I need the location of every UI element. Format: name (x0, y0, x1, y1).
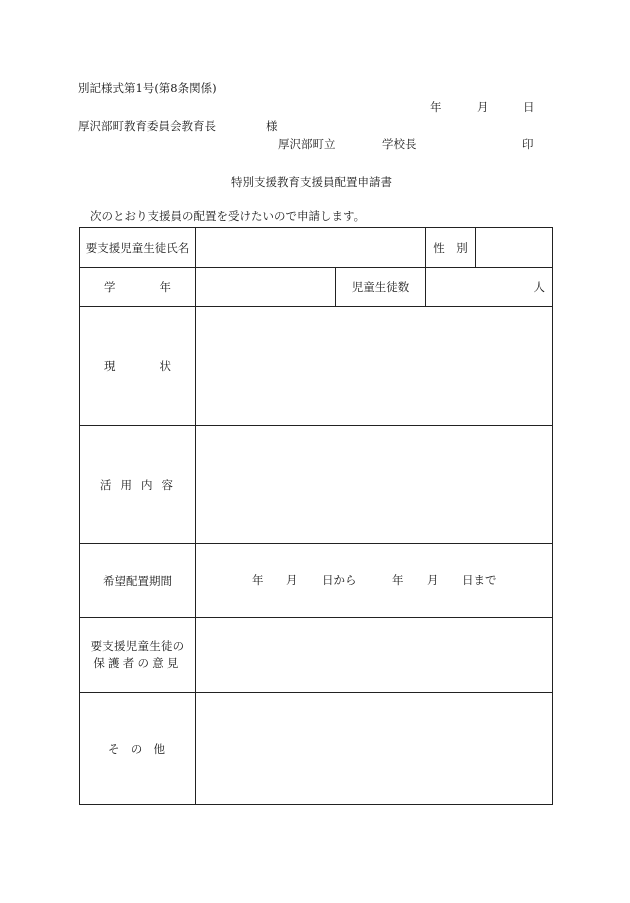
sender-title: 学校長 (382, 137, 417, 151)
gender-label: 性 別 (426, 228, 476, 268)
seal-mark: 印 (522, 137, 534, 151)
document-title: 特別支援教育支援員配置申請書 (231, 175, 392, 189)
usage-char-1: 活 (100, 477, 112, 492)
student-count-field[interactable] (426, 268, 553, 307)
grade-field[interactable] (196, 268, 336, 307)
period-label: 希望配置期間 (80, 544, 196, 618)
date-year: 年 (430, 100, 442, 114)
addressee-honorific: 様 (266, 119, 278, 133)
form-number: 別記様式第1号(第8条関係) (78, 81, 217, 95)
period-to-month: 月 (427, 573, 439, 587)
student-name-field[interactable] (196, 228, 426, 268)
other-label (80, 693, 196, 805)
current-state-char-1: 現 (104, 359, 116, 373)
current-state-field[interactable] (196, 307, 553, 426)
current-state-char-2: 状 (159, 359, 171, 373)
intro-text: 次のとおり支援員の配置を受けたいので申請します。 (90, 209, 366, 223)
student-name-label: 要支援児童生徒氏名 (80, 228, 196, 268)
period-to-year: 年 (392, 573, 404, 587)
period-from-year: 年 (252, 573, 264, 587)
grade-label-char-1: 学 (104, 280, 116, 294)
period-to-day: 日まで (462, 573, 497, 587)
usage-char-4: 容 (161, 477, 173, 492)
other-field[interactable] (196, 693, 553, 805)
gender-field[interactable] (476, 228, 553, 268)
student-count-unit: 人 (533, 280, 545, 294)
application-form-table (79, 227, 553, 805)
usage-content-label (80, 426, 196, 544)
date-month: 月 (477, 100, 489, 114)
usage-char-3: 内 (141, 477, 153, 492)
guardian-label-line-1: 要支援児童生徒の (90, 639, 185, 654)
usage-char-2: 用 (120, 477, 132, 492)
grade-label (80, 268, 196, 307)
guardian-opinion-label (80, 618, 196, 693)
addressee: 厚沢部町教育委員会教育長 (78, 119, 216, 133)
current-state-label (80, 307, 196, 426)
grade-label-char-2: 年 (159, 280, 171, 294)
date-day: 日 (523, 100, 535, 114)
usage-content-field[interactable] (196, 426, 553, 544)
other-char-2: の (130, 741, 143, 756)
period-from-day: 日から (322, 573, 357, 587)
period-from-month: 月 (286, 573, 298, 587)
guardian-label-line-2: 保護者の意見 (93, 656, 182, 670)
guardian-opinion-field[interactable] (196, 618, 553, 693)
period-field[interactable] (196, 544, 553, 618)
other-char-1: そ (108, 741, 120, 756)
student-count-label: 児童生徒数 (336, 268, 426, 307)
sender-school: 厚沢部町立 (278, 137, 336, 151)
other-char-3: 他 (153, 741, 165, 756)
